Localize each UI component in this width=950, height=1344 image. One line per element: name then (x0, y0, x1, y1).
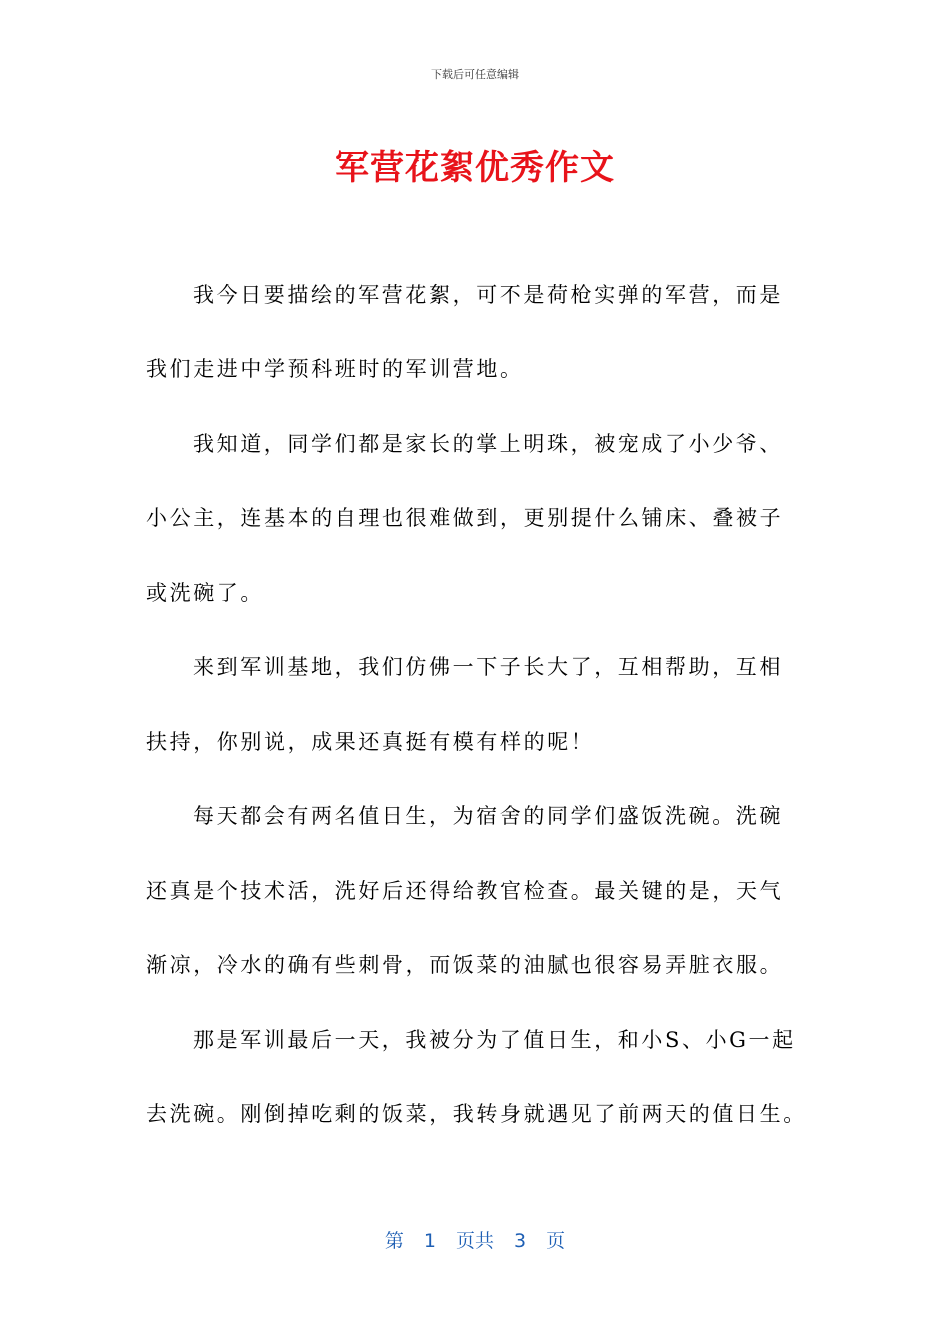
paragraph-line: 我们走进中学预科班时的军训营地。 (146, 357, 524, 381)
paragraph-line: 那是军训最后一天，我被分为了值日生，和小S、小G一起 (193, 1028, 796, 1052)
header-note: 下载后可任意编辑 (431, 68, 519, 81)
paragraph-line: 每天都会有两名值日生，为宿舍的同学们盛饭洗碗。洗碗 (193, 804, 783, 828)
paragraph-line: 或洗碗了。 (146, 581, 264, 605)
document-title: 军营花絮优秀作文 (335, 148, 615, 188)
paragraph-line: 来到军训基地，我们仿佛一下子长大了，互相帮助，互相 (193, 655, 783, 679)
paragraph-line: 小公主，连基本的自理也很难做到，更别提什么铺床、叠被子 (146, 506, 784, 530)
paragraph-line: 还真是个技术活，洗好后还得给教官检查。最关键的是，天气 (146, 879, 784, 903)
page-total: 3 (514, 1230, 527, 1252)
page-suffix: 页 (546, 1230, 566, 1252)
paragraph-line: 渐凉，冷水的确有些刺骨，而饭菜的油腻也很容易弄脏衣服。 (146, 953, 784, 977)
paragraph-line: 去洗碗。刚倒掉吃剩的饭菜，我转身就遇见了前两天的值日生。 (146, 1102, 807, 1126)
paragraph-line: 扶持，你别说，成果还真挺有模有样的呢！ (146, 730, 595, 754)
page-total-label: 页共 (455, 1230, 494, 1252)
paragraph-line: 我今日要描绘的军营花絮，可不是荷枪实弹的军营，而是 (193, 283, 783, 307)
page-footer (0, 1226, 950, 1253)
paragraph-line: 我知道，同学们都是家长的掌上明珠，被宠成了小少爷、 (193, 432, 783, 456)
page-current: 1 (423, 1230, 436, 1252)
page-label: 第 (384, 1230, 404, 1252)
